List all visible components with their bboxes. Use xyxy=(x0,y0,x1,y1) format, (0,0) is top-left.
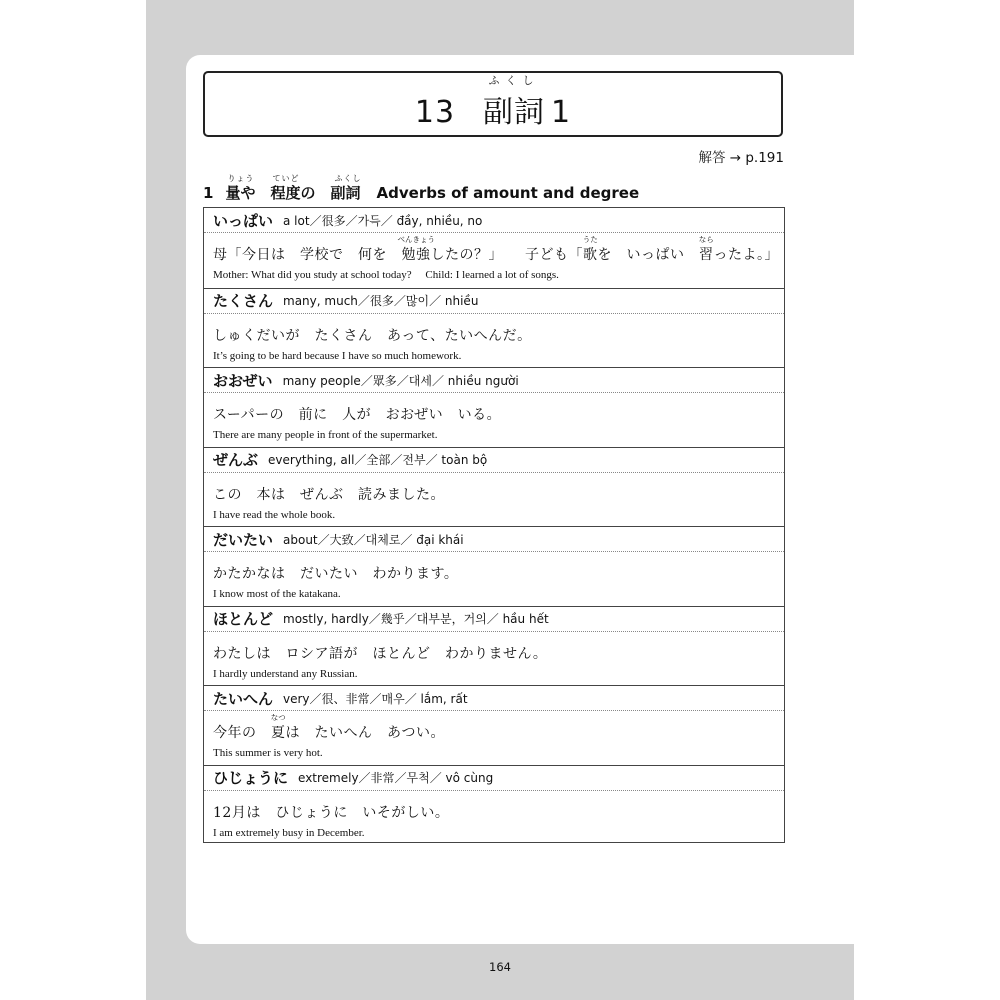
example-english: I am extremely busy in December. xyxy=(213,826,365,839)
example-jp-part: を いっぱい xyxy=(597,247,699,263)
example-jp-part: したの？」 子ども「 xyxy=(430,247,583,263)
entry-meaning: very／很、非常／매우／ lắm, rất xyxy=(283,691,468,706)
entry-word: おおぜい xyxy=(213,371,273,390)
example-japanese: スーパーの 前に 人が おおぜい いる。 xyxy=(213,407,502,423)
entry-head xyxy=(204,686,784,711)
example-english: I hardly understand any Russian. xyxy=(213,667,358,680)
section-number: 1 xyxy=(203,184,214,202)
section-ruby-3: ふくし xyxy=(334,174,362,183)
example-japanese: この 本は ぜんぶ 読みました。 xyxy=(213,486,445,503)
page-number: 164 xyxy=(489,960,511,974)
entry-body xyxy=(204,711,784,765)
ruby-base: 歌 xyxy=(583,247,598,263)
ruby-text: なら xyxy=(698,235,714,244)
section-jp-title xyxy=(225,174,362,202)
section-word-3-text: 副詞 xyxy=(330,184,361,202)
ruby-text: べんきょう xyxy=(397,235,435,244)
vocab-table xyxy=(203,207,785,843)
entry-head xyxy=(204,766,784,791)
entry-body xyxy=(204,473,784,527)
example-english: It’s going to be hard because I have so much homework. xyxy=(213,349,462,362)
ruby-base: 勉強 xyxy=(401,247,431,263)
entry-body xyxy=(204,632,784,686)
entry-body xyxy=(204,791,784,845)
entry-word: ひじょうに xyxy=(213,769,289,787)
lesson-title-word xyxy=(483,74,546,131)
section-word-3 xyxy=(330,174,362,202)
ruby-word xyxy=(582,235,598,264)
example-japanese: かたかなは だいたい わかります。 xyxy=(213,566,459,582)
example-jp-part: は たいへん あつい。 xyxy=(285,725,445,741)
section-en-title: Adverbs of amount and degree xyxy=(376,184,640,202)
lesson-number: 13 xyxy=(414,95,456,130)
entry-body xyxy=(204,314,784,368)
example-english: I have read the whole book. xyxy=(213,508,336,521)
ruby-base: 夏 xyxy=(271,725,286,741)
example-english: This summer is very hot. xyxy=(213,747,323,759)
entry-head xyxy=(204,368,784,393)
vocab-entry xyxy=(204,606,784,686)
example-english: I know most of the katakana. xyxy=(213,588,341,600)
entry-body xyxy=(204,393,784,447)
entry-meaning: everything, all／全部／전부／ toàn bộ xyxy=(268,453,488,467)
lesson-title-box xyxy=(203,71,783,137)
section-word-1-text: 量や xyxy=(225,184,256,202)
example-jp-part: ったよ。」 xyxy=(713,247,779,263)
ruby-text: なつ xyxy=(270,713,286,722)
example-english: There are many people in front of the supermarket. xyxy=(213,429,438,441)
entry-word: たくさん xyxy=(213,292,274,310)
answer-reference: 解答 → p.191 xyxy=(698,150,784,166)
entry-head xyxy=(204,289,784,314)
ruby-text: うた xyxy=(582,235,598,244)
lesson-title-suffix: 1 xyxy=(551,95,572,130)
vocab-entry xyxy=(204,208,784,288)
ruby-word xyxy=(397,235,435,264)
vocab-entry xyxy=(204,526,784,606)
entry-body xyxy=(204,233,784,287)
example-japanese: わたしは ロシア語が ほとんど わかりません。 xyxy=(213,645,548,662)
entry-meaning: extremely／非常／무척／ vô cùng xyxy=(298,771,494,785)
ruby-word xyxy=(698,235,714,264)
vocab-entry xyxy=(204,685,784,765)
example-japanese xyxy=(213,235,779,264)
entry-word: ぜんぶ xyxy=(213,451,259,469)
example-jp-part: 今年の xyxy=(213,725,271,741)
entry-meaning: mostly, hardly／幾乎／대부분，거의／ hầu hết xyxy=(283,612,549,626)
entry-head xyxy=(204,208,784,233)
lesson-title-kanji: 副詞 xyxy=(483,95,546,130)
entry-meaning: a lot／很多／가득／ đầy, nhiều, no xyxy=(283,213,483,228)
ruby-word xyxy=(270,713,286,742)
entry-head xyxy=(204,448,784,473)
vocab-entry xyxy=(204,765,784,845)
entry-word: たいへん xyxy=(213,689,274,708)
example-english: Mother: What did you study at school today? Child: I learned a lot of songs. xyxy=(213,269,559,281)
entry-word: いっぱい xyxy=(213,211,274,230)
lesson-title xyxy=(414,74,572,131)
example-japanese: しゅくだいが たくさん あって、たいへんだ。 xyxy=(213,327,532,344)
lesson-title-ruby: ふくし xyxy=(488,74,540,87)
entry-word: ほとんど xyxy=(213,610,274,628)
section-word-2 xyxy=(270,174,316,202)
ruby-base: 習 xyxy=(699,247,714,263)
section-ruby-2: ていど xyxy=(272,174,300,183)
entry-head xyxy=(204,607,784,632)
example-japanese: 12月は ひじょうに いそがしい。 xyxy=(213,804,450,821)
entry-word: だいたい xyxy=(213,530,274,549)
entry-body xyxy=(204,552,784,606)
section-word-1 xyxy=(225,174,256,202)
vocab-entry xyxy=(204,447,784,527)
section-ruby-1: りょう xyxy=(227,174,255,183)
vocab-entry xyxy=(204,367,784,447)
example-japanese xyxy=(213,713,776,742)
entry-meaning: many, much／很多／많이／ nhiều xyxy=(283,294,479,308)
example-jp-part: 母「今日は 学校で 何を xyxy=(213,247,402,263)
section-heading xyxy=(203,174,793,203)
entry-meaning: many people／眾多／대세／ nhiều người xyxy=(282,373,519,388)
entry-meaning: about／大致／대체로／ đại khái xyxy=(283,532,464,547)
section-word-2-text: 程度の xyxy=(270,184,316,202)
entry-head xyxy=(204,527,784,552)
vocab-entry xyxy=(204,288,784,368)
